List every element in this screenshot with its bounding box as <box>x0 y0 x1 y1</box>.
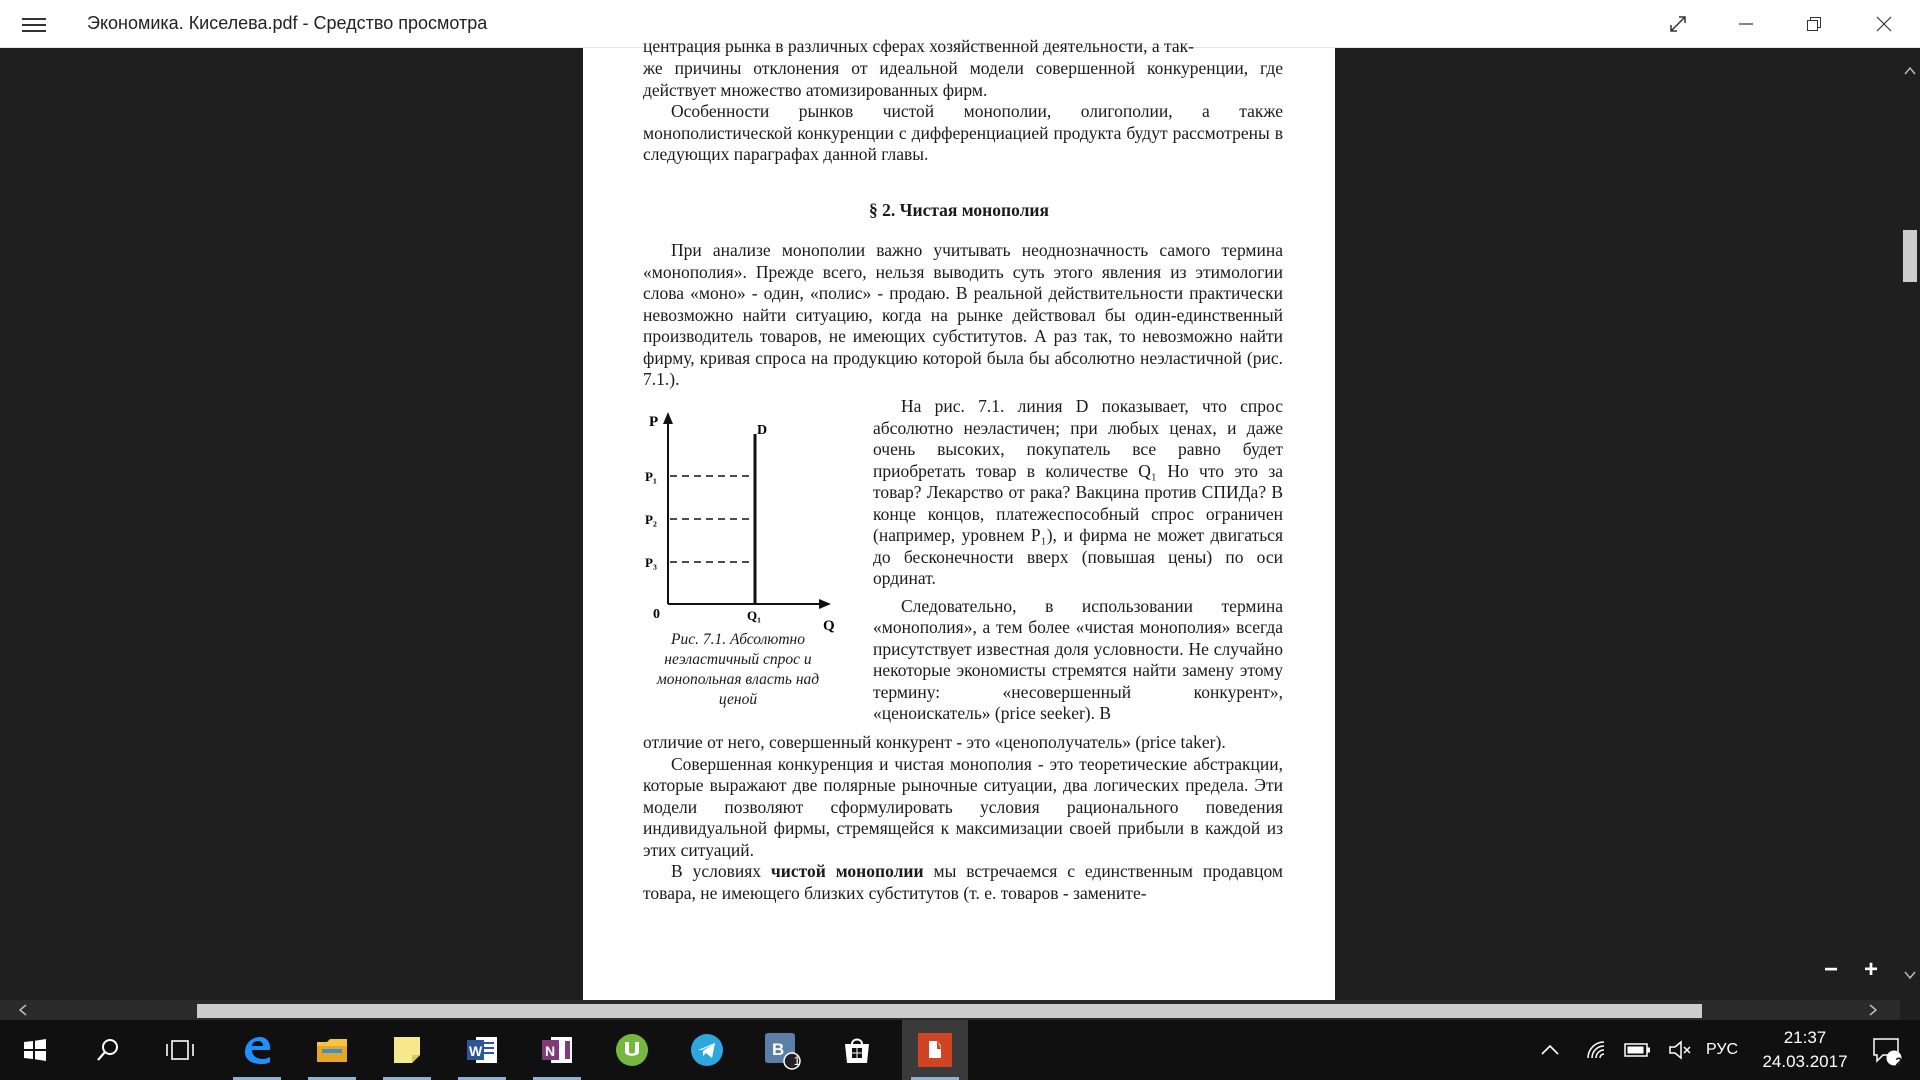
chevron-up-icon[interactable] <box>1540 1043 1560 1057</box>
expand-icon <box>1668 14 1688 34</box>
pdf-reader-icon <box>917 1032 953 1068</box>
text-span: В условиях <box>671 861 771 881</box>
paragraph: Особенности рынков чистой монополии, олигополии, а также монополистической конкуренции с дифференциацией продукта будут рассмотрены в следующих параграфах данной главы. <box>643 101 1283 164</box>
taskbar-app-onenote[interactable] <box>527 1020 587 1080</box>
windows-icon <box>23 1038 47 1062</box>
svg-text:W: W <box>469 1043 483 1059</box>
scroll-left-icon[interactable] <box>18 1004 28 1016</box>
onenote-icon <box>541 1035 573 1065</box>
edge-icon <box>241 1034 273 1066</box>
taskbar-app-vk[interactable] <box>752 1020 812 1080</box>
origin-label: 0 <box>653 607 660 622</box>
scroll-down-icon[interactable] <box>1904 970 1916 980</box>
taskbar <box>0 1020 1920 1080</box>
task-view-button[interactable] <box>150 1020 210 1080</box>
taskbar-app-utorrent[interactable] <box>602 1020 662 1080</box>
sticky-notes-icon <box>392 1035 422 1065</box>
y-axis-arrow <box>663 412 673 424</box>
svg-text:B: B <box>772 1040 785 1059</box>
scroll-right-icon[interactable] <box>1868 1004 1878 1016</box>
minimize-icon <box>1738 16 1754 32</box>
top-text <box>643 58 1283 166</box>
axis-label-q: Q <box>823 618 835 634</box>
system-clock[interactable] <box>1750 1026 1860 1074</box>
volume-muted-icon[interactable] <box>1668 1040 1692 1060</box>
paragraph: отличие от него, совершенный конкурент - это «ценополучатель» (price taker). <box>643 732 1226 752</box>
word-icon <box>466 1035 498 1065</box>
bottom-text <box>643 732 1283 904</box>
horizontal-scroll-thumb[interactable] <box>197 1004 1702 1018</box>
vertical-scrollbar[interactable] <box>1900 48 1920 1000</box>
taskbar-app-telegram[interactable] <box>677 1020 737 1080</box>
horizontal-scrollbar[interactable] <box>0 1000 1900 1020</box>
intro-text <box>643 240 1283 391</box>
x-axis-arrow <box>819 599 831 609</box>
taskbar-app-sticky-notes[interactable] <box>377 1020 437 1080</box>
folder-icon <box>316 1036 348 1064</box>
cut-text-line: центрация рынка в различных сферах хозяйственной деятельности, а так- <box>643 36 1194 56</box>
side-text <box>873 396 1283 725</box>
wifi-icon[interactable] <box>1586 1040 1608 1060</box>
curve-label-d: D <box>757 423 768 438</box>
language-indicator[interactable]: РУС <box>1706 1041 1739 1058</box>
demand-chart <box>643 406 835 634</box>
system-tray <box>1540 1020 1738 1080</box>
document-viewer[interactable] <box>0 36 1920 1000</box>
price-label-p1: P₁ <box>645 469 657 484</box>
task-view-icon <box>165 1039 195 1061</box>
taskbar-app-pdf-reader[interactable] <box>902 1020 968 1080</box>
notification-count: 21 <box>1895 1055 1909 1069</box>
close-button[interactable] <box>1852 0 1916 48</box>
bold-term: чистой монополии <box>770 861 924 881</box>
search-button[interactable] <box>78 1020 138 1080</box>
zoom-in-button[interactable]: + <box>1864 956 1879 983</box>
battery-icon[interactable] <box>1624 1042 1652 1058</box>
svg-text:N: N <box>545 1043 556 1059</box>
clock-time: 21:37 <box>1783 1028 1827 1047</box>
pdf-page <box>583 36 1335 1000</box>
restore-button[interactable] <box>1782 0 1846 48</box>
paragraph: При анализе монополии важно учитывать неоднозначность самого термина «монополия». Прежде всего, нельзя выводить суть этого явления из этимологии слова «моно» - один, «полис» - продаю. В реальной действительности практически невозможно найти ситуацию, когда на рынке действовал бы один-единственный производитель товаров, не имеющих субститутов. А раз так, то невозможно найти фирму, кривая спроса на продукцию которой была бы абсолютно неэластичной (рис. 7.1.). <box>643 240 1283 389</box>
paragraph: На рис. 7.1. линия D показывает, что спрос абсолютно неэластичен; при любых ценах, и даже очень высоких, покупатель все равно будет приобретать товар в количестве Q₁ Но что это за товар? Лекарство от рака? Вакцина против СПИДа? В конце концов, платежеспособный спрос ограничен (например, уровнем P₁), и фирма не может двигаться до бесконечности вверх (повышая цены) по оси ординат. <box>873 396 1283 588</box>
price-label-p3: P₃ <box>645 555 657 570</box>
minimize-button[interactable] <box>1714 0 1778 48</box>
figure-caption: Рис. 7.1. Абсолютно неэластичный спрос и монопольная власть над ценой <box>656 631 820 708</box>
axis-label-p: P <box>649 414 659 430</box>
action-center-button[interactable] <box>1856 1020 1916 1080</box>
clock-date: 24.03.2017 <box>1762 1052 1848 1071</box>
store-icon <box>841 1035 873 1065</box>
text-span: мы встречаемся с единственным продавцом товара, не имеющего близких субститутов (т. е. товаров - замените- <box>643 861 1284 903</box>
quantity-label-q1: Q₁ <box>747 608 762 623</box>
paragraph: Следовательно, в использовании термина «монополия», а тем более «чистая монополия» всегда присутствует известная доля условности. Не случайно некоторые экономисты стремятся найти замену этому термину: «несовершенный конкурент», «ценоискатель» (price seeker). В <box>873 595 1283 723</box>
telegram-icon <box>690 1033 724 1067</box>
taskbar-app-explorer[interactable] <box>302 1020 362 1080</box>
scroll-up-icon[interactable] <box>1904 66 1916 76</box>
paragraph: Совершенная конкуренция и чистая монополия - это теоретические абстракции, которые выражают две полярные рыночные ситуации, два логических предела. Эти модели позволяют сформулировать условия рационального поведения индивидуальной фирмы, стремящейся к максимизации своей прибыли в каждой из этих ситуаций. <box>643 753 1283 860</box>
search-icon <box>96 1038 120 1062</box>
close-icon <box>1876 16 1892 32</box>
section-heading: § 2. Чистая монополия <box>869 200 1049 220</box>
start-button[interactable] <box>5 1020 65 1080</box>
price-label-p2: P₂ <box>645 512 657 527</box>
utorrent-icon <box>615 1033 649 1067</box>
vk-badge: 1 <box>793 1054 801 1068</box>
restore-icon <box>1806 16 1822 32</box>
paragraph <box>643 861 1283 904</box>
window-title: Экономика. Киселева.pdf - Средство просмотра <box>87 13 488 33</box>
paragraph: же причины отклонения от идеальной модели совершенной конкуренции, где действует множество атомизированных фирм. <box>643 58 1283 100</box>
taskbar-app-word[interactable] <box>452 1020 512 1080</box>
fullscreen-button[interactable] <box>1646 0 1710 48</box>
taskbar-app-edge[interactable] <box>227 1020 287 1080</box>
zoom-out-button[interactable]: − <box>1824 956 1839 983</box>
menu-icon[interactable] <box>22 14 46 34</box>
taskbar-app-store[interactable] <box>827 1020 887 1080</box>
vertical-scroll-thumb[interactable] <box>1903 230 1917 282</box>
